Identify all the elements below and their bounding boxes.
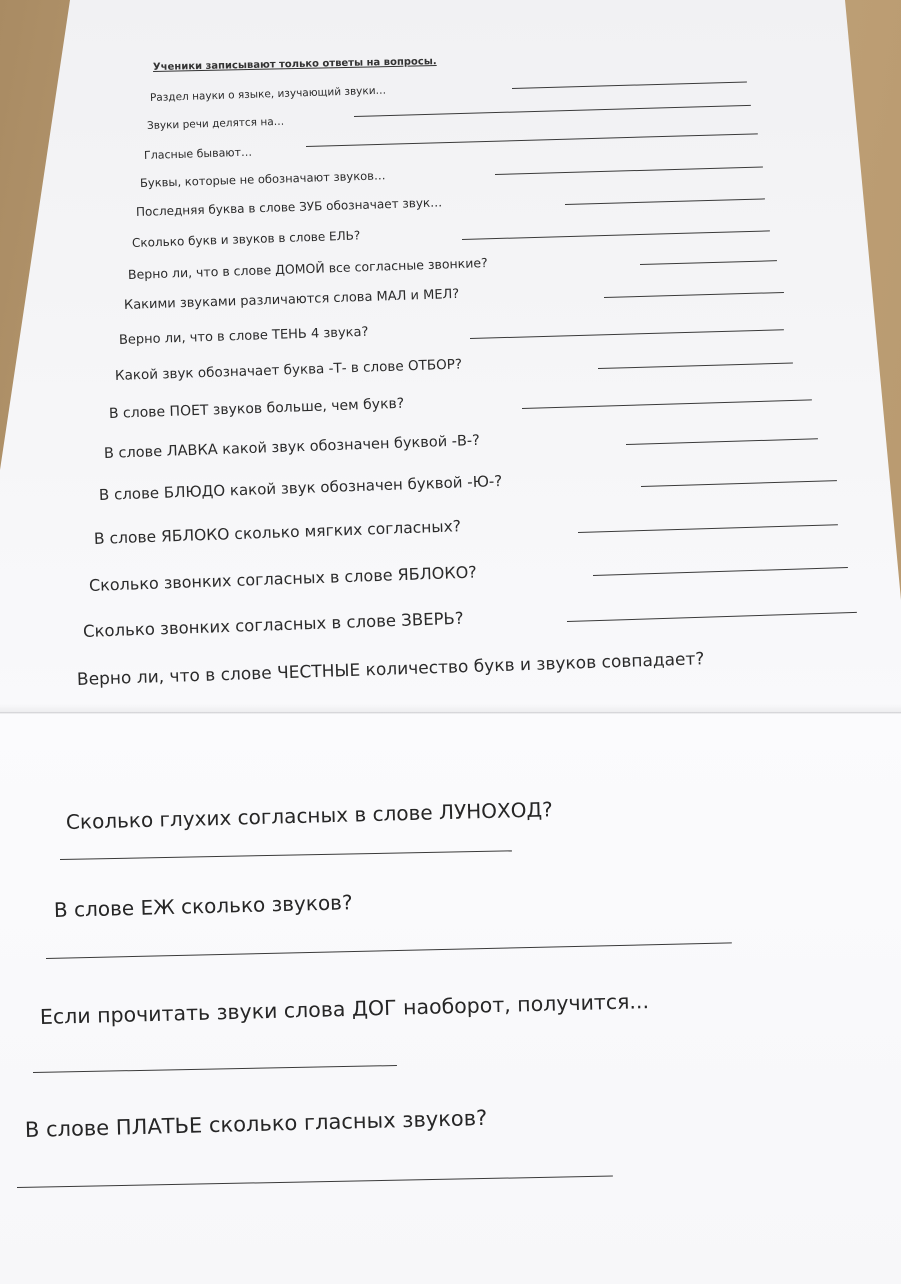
bottom-question-2: В слове ЕЖ сколько звуков? <box>53 890 353 922</box>
question-11: В слове ПОЕТ звуков больше, чем букв? <box>108 395 405 422</box>
question-3: Гласные бывают… <box>143 145 253 162</box>
answer-line-5[interactable] <box>565 198 765 205</box>
question-13: В слове БЛЮДО какой звук обозначен буквой -Ю-? <box>98 471 503 504</box>
answer-line-12[interactable] <box>626 438 818 445</box>
question-8: Какими звуками различаются слова МАЛ и МЕЛ? <box>123 286 460 313</box>
answer-line-16[interactable] <box>567 612 857 622</box>
question-9: Верно ли, что в слове ТЕНЬ 4 звука? <box>118 324 369 348</box>
bottom-question-3: Если прочитать звуки слова ДОГ наоборот, получится... <box>39 989 650 1029</box>
answer-line-10[interactable] <box>598 363 793 369</box>
answer-line-11[interactable] <box>522 399 812 409</box>
answer-line-2[interactable] <box>354 105 751 117</box>
question-6: Сколько букв и звуков в слове ЕЛЬ? <box>131 228 361 250</box>
question-15: Сколько звонких согласных в слове ЯБЛОКО? <box>88 562 478 595</box>
answer-line-14[interactable] <box>578 524 838 533</box>
bottom-question-4: В слове ПЛАТЬЕ сколько гласных звуков? <box>24 1105 488 1142</box>
question-17: Верно ли, что в слове ЧЕСТНЫЕ количество букв и звуков совпадает? <box>76 649 705 690</box>
answer-line-8[interactable] <box>604 292 784 298</box>
answer-line-15[interactable] <box>593 567 848 576</box>
worksheet-heading: Ученики записывают только ответы на вопросы. <box>152 56 437 73</box>
question-1: Раздел науки о языке, изучающий звуки… <box>149 84 387 104</box>
question-2: Звуки речи делятся на… <box>146 115 285 132</box>
question-14: В слове ЯБЛОКО сколько мягких согласных? <box>93 517 462 548</box>
answer-line-13[interactable] <box>641 480 837 487</box>
bottom-question-1: Сколько глухих согласных в слове ЛУНОХОД? <box>65 797 553 834</box>
answer-line-7[interactable] <box>640 260 777 265</box>
question-12: В слове ЛАВКА какой звук обозначен буквой -В-? <box>103 432 481 462</box>
question-5: Последняя буква в слове ЗУБ обозначает звук… <box>135 195 443 219</box>
question-10: Какой звук обозначает буква -Т- в слове ОТБОР? <box>114 356 463 384</box>
question-16: Сколько звонких согласных в слове ЗВЕРЬ? <box>82 608 464 641</box>
question-7: Верно ли, что в слове ДОМОЙ все согласные звонкие? <box>127 255 488 282</box>
answer-line-9[interactable] <box>470 329 784 339</box>
answer-line-4[interactable] <box>495 167 763 175</box>
answer-line-3[interactable] <box>306 133 758 147</box>
answer-line-6[interactable] <box>462 230 770 240</box>
question-4: Буквы, которые не обозначают звуков… <box>139 168 386 190</box>
page-fold-shadow <box>0 704 901 714</box>
answer-line-1[interactable] <box>512 81 747 89</box>
